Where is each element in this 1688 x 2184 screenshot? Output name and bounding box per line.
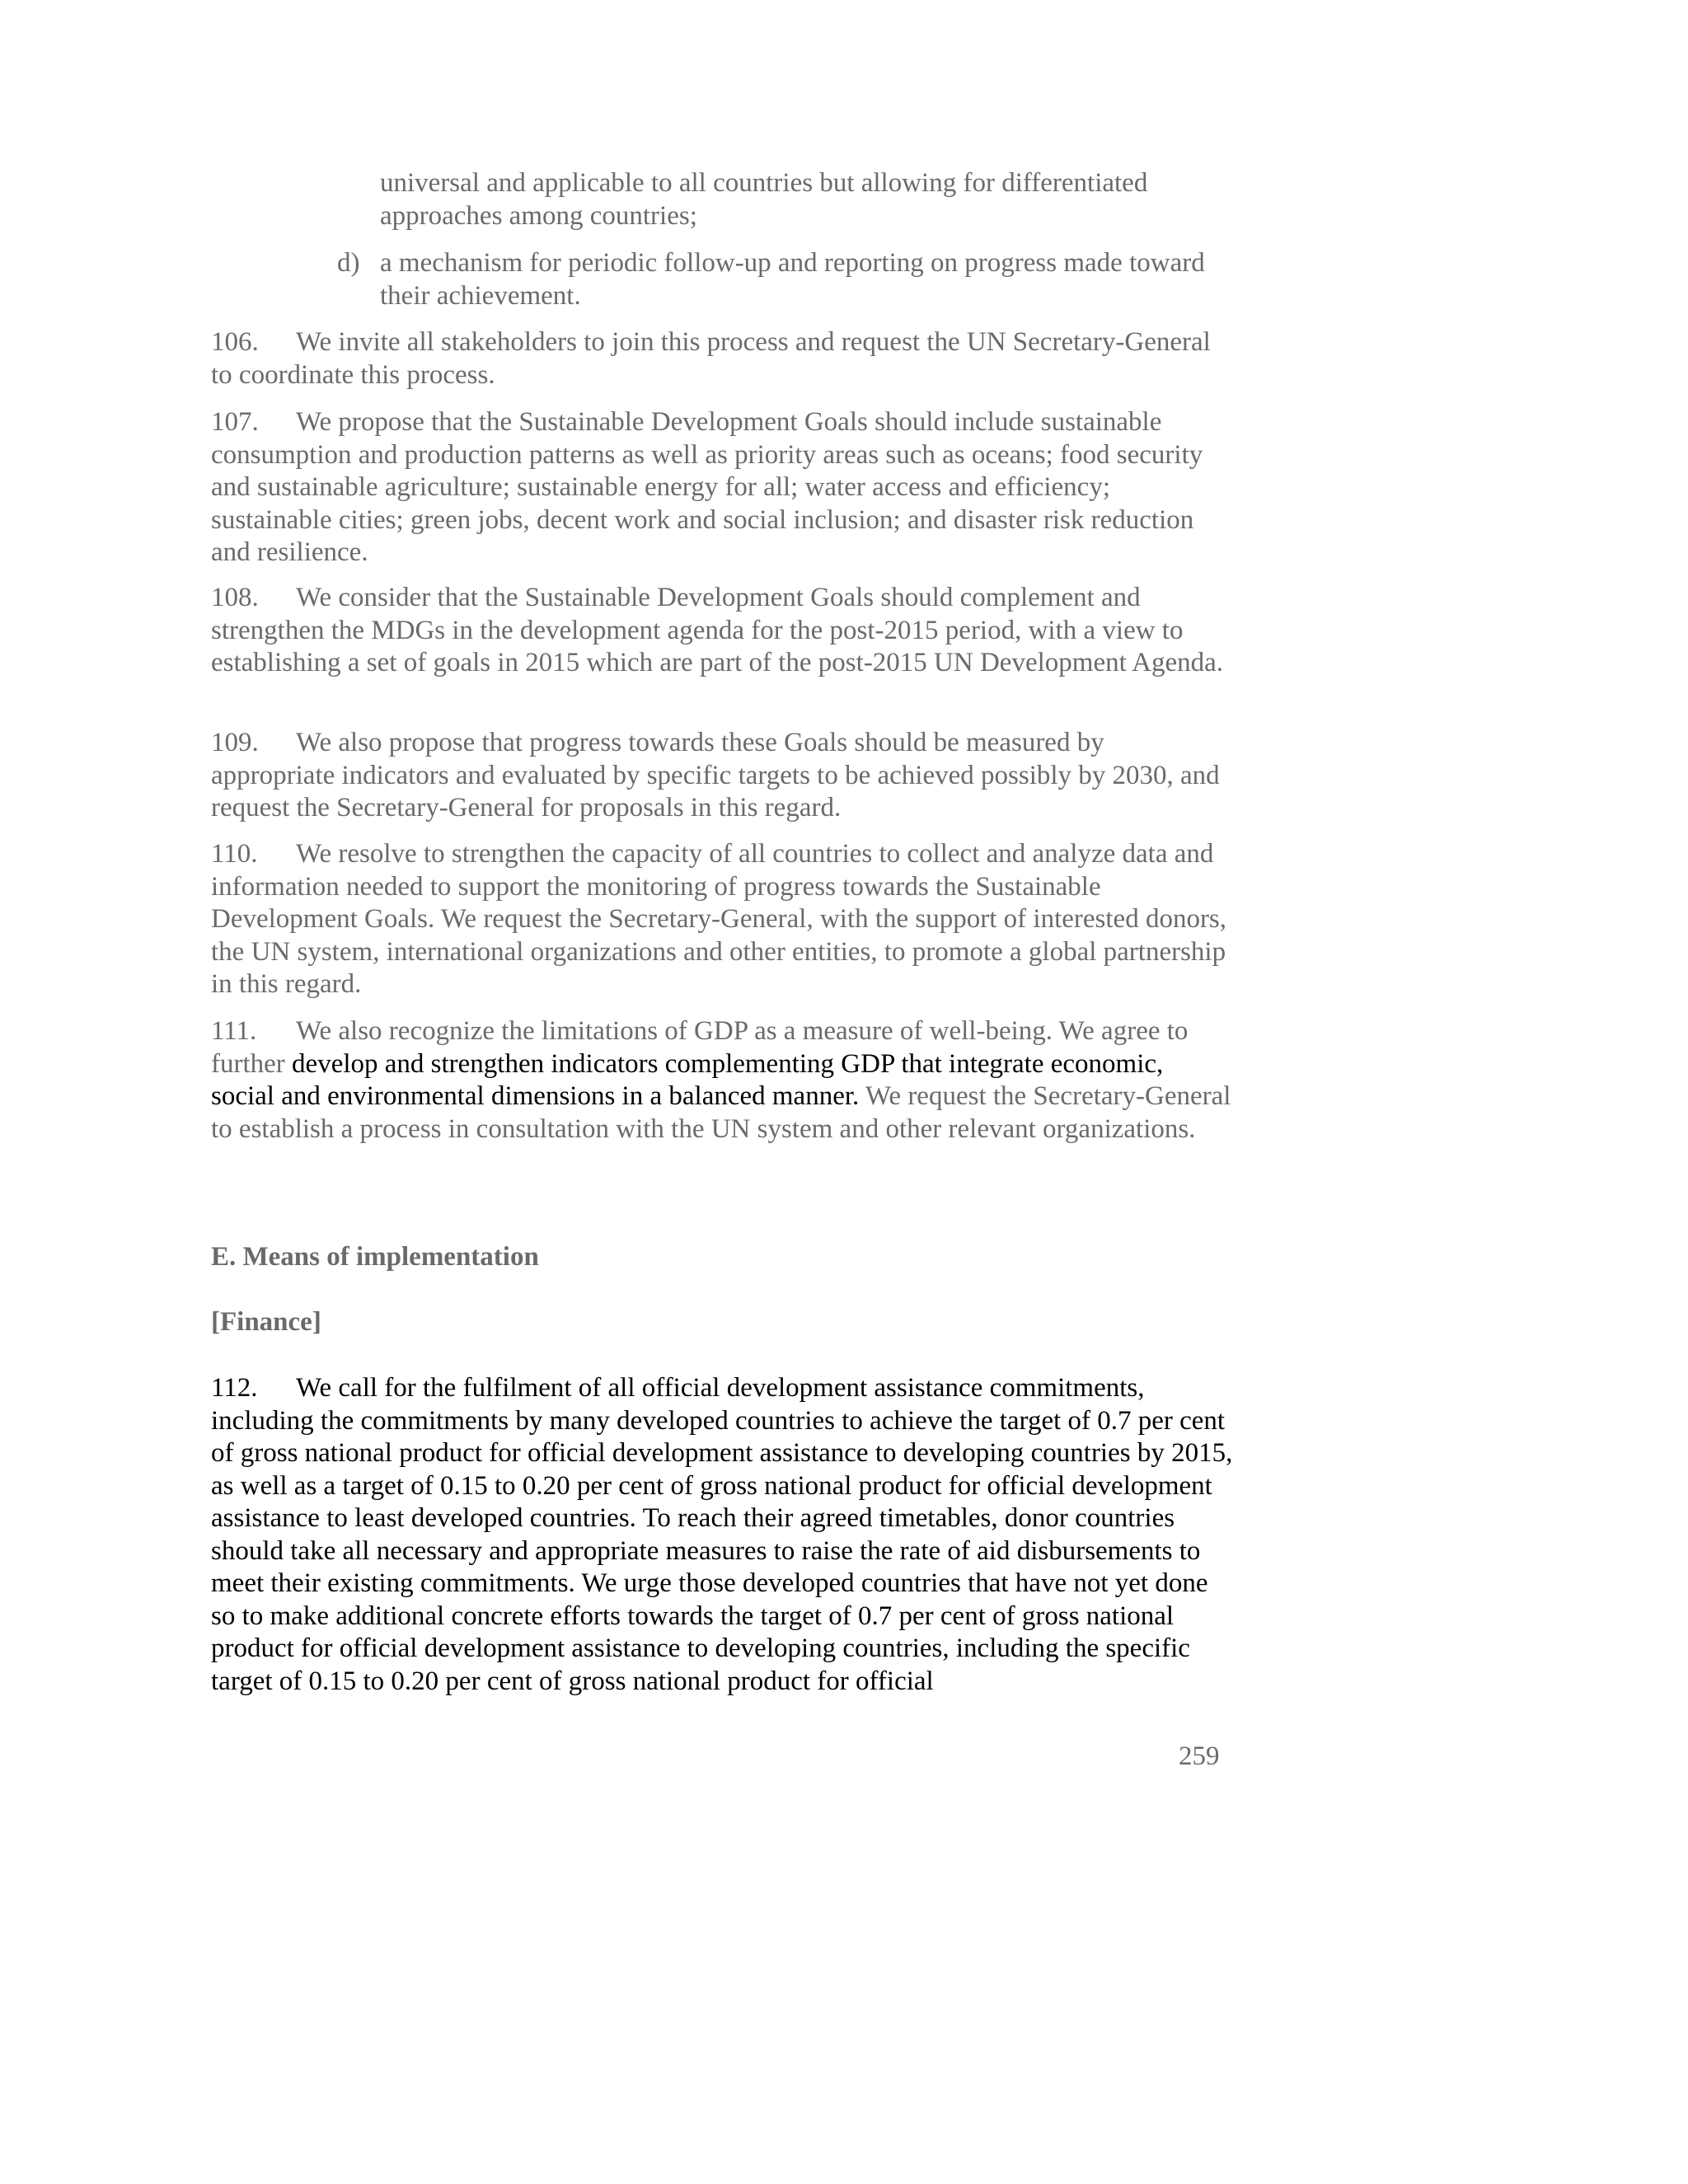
paragraph-number: 107. xyxy=(211,407,259,437)
paragraph-text: We propose that the Sustainable Development Goals should include sustainable consumption and production patterns as well as priority areas such as oceans; food security and sustainable agriculture; sustainable energy for all; water access and efficiency; sustainable cities; green jobs, decent work and social inclusion; and disaster risk reduction and resilience. xyxy=(211,407,1203,567)
paragraph-number: 106. xyxy=(211,327,259,357)
paragraph-text: We resolve to strengthen the capacity of all countries to collect and analyze data and information needed to support the monitoring of progress towards the Sustainable Development Goals. We request the Secretary-General, with the support of interested donors, the UN system, international organizations and other entities, to promote a global partnership in this regard. xyxy=(211,839,1227,999)
paragraph-text: We invite all stakeholders to join this process and request the UN Secretary-General to coordinate this process. xyxy=(211,327,1211,390)
list-item-text: a mechanism for periodic follow-up and reporting on progress made toward their achievement. xyxy=(380,248,1205,311)
list-item-marker: d) xyxy=(337,248,360,278)
list-item-continuation xyxy=(380,167,1237,232)
paragraph-106 xyxy=(211,326,1233,391)
paragraph-text-part3: We request the Secretary-General to establish a process in consultation with the UN system and other relevant organizations. xyxy=(211,1081,1231,1144)
paragraph-text: We also propose that progress towards these Goals should be measured by appropriate indicators and evaluated by specific targets to be achieved possibly by 2030, and request the Secretary-General for proposals in this regard. xyxy=(211,728,1220,823)
paragraph-107 xyxy=(211,406,1233,569)
list-item-d xyxy=(337,247,1237,312)
paragraph-number: 110. xyxy=(211,839,258,869)
section-heading: E. Means of implementation xyxy=(211,1242,539,1272)
paragraph-108 xyxy=(211,582,1233,680)
paragraph-text-part1: We also recognize the limitations of GDP as a measure of well-being. We agree to further xyxy=(211,1016,1189,1079)
paragraph-text: We call for the fulfilment of all official development assistance commitments, including the commitments by many developed countries to achieve the target of 0.7 per cent of gross national product for official development assistance to developing countries by 2015, as well as a target of 0.15 to 0.20 per cent of gross national product for official development assistance to least developed countries. To reach their agreed timetables, donor countries should take all necessary and appropriate measures to raise the rate of aid disbursements to meet their existing commitments. We urge those developed countries that have not yet done so to make additional concrete efforts towards the target of 0.7 per cent of gross national product for official development assistance to developing countries, including the specific target of 0.15 to 0.20 per cent of gross national product for official xyxy=(211,1373,1233,1696)
paragraph-text: We consider that the Sustainable Development Goals should complement and strengthen the MDGs in the development agenda for the post-2015 period, with a view to establishing a set of goals in 2015 which are part of the post-2015 UN Development Agenda. xyxy=(211,583,1224,677)
section-subheading: [Finance] xyxy=(211,1307,321,1337)
paragraph-number: 112. xyxy=(211,1373,258,1403)
paragraph-109 xyxy=(211,727,1233,825)
paragraph-110 xyxy=(211,838,1233,1001)
paragraph-number: 109. xyxy=(211,728,259,757)
paragraph-number: 111. xyxy=(211,1016,257,1046)
list-item-text: universal and applicable to all countries but allowing for differentiated approaches among countries; xyxy=(380,168,1148,231)
paragraph-111 xyxy=(211,1015,1233,1146)
paragraph-112 xyxy=(211,1372,1233,1698)
page-number: 259 xyxy=(1179,1741,1220,1771)
paragraph-number: 108. xyxy=(211,583,259,612)
paragraph-text-highlight: develop and strengthen indicators complementing GDP that integrate economic, social and environmental dimensions in a balanced manner. xyxy=(211,1048,1164,1111)
